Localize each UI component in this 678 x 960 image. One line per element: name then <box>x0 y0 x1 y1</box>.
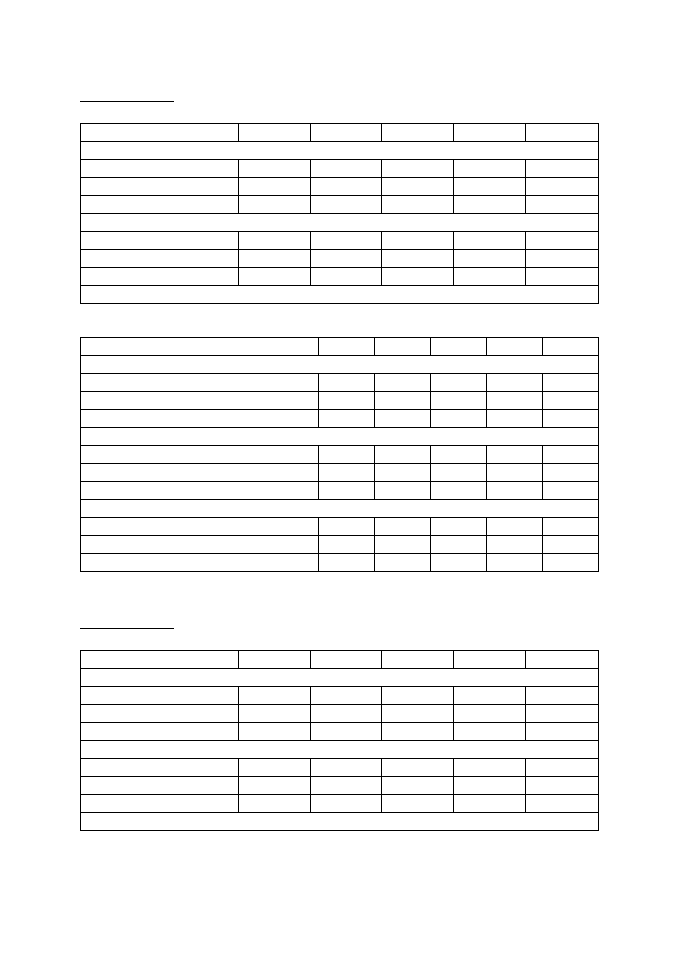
table-cell <box>81 428 599 446</box>
table-cell <box>311 759 382 777</box>
table-cell <box>526 795 599 813</box>
table-cell <box>81 214 599 232</box>
table-cell <box>382 759 454 777</box>
table-cell <box>81 813 599 831</box>
section-heading-underline-1 <box>80 101 174 102</box>
table-cell <box>431 518 487 536</box>
table-cell <box>543 464 599 482</box>
table-row <box>81 160 599 178</box>
table-cell <box>239 160 311 178</box>
table-cell <box>526 250 599 268</box>
table-cell <box>81 356 599 374</box>
table-row <box>81 250 599 268</box>
table-cell <box>319 554 375 572</box>
table-cell <box>454 795 526 813</box>
table-cell <box>81 795 239 813</box>
table-cell <box>487 554 543 572</box>
table-footer-row <box>81 813 599 831</box>
table-cell <box>526 705 599 723</box>
table-cell <box>239 687 311 705</box>
table-cell <box>239 777 311 795</box>
table-cell <box>454 250 526 268</box>
table-cell <box>311 124 382 142</box>
table-cell <box>81 338 319 356</box>
table-row <box>81 723 599 741</box>
table-header-row <box>81 651 599 669</box>
table-cell <box>311 705 382 723</box>
table-row <box>81 410 599 428</box>
table-footer-row <box>81 286 599 304</box>
table-cell <box>311 723 382 741</box>
table-cell <box>81 741 599 759</box>
table-cell <box>526 651 599 669</box>
table-cell <box>311 651 382 669</box>
table-cell <box>239 178 311 196</box>
table-cell <box>454 124 526 142</box>
table-cell <box>81 687 239 705</box>
table-cell <box>431 410 487 428</box>
table-cell <box>375 446 431 464</box>
table-cell <box>454 723 526 741</box>
table-row <box>81 446 599 464</box>
table-cell <box>319 518 375 536</box>
table-cell <box>526 268 599 286</box>
table-2 <box>80 337 599 572</box>
table-cell <box>454 178 526 196</box>
table-row <box>81 759 599 777</box>
table-cell <box>81 178 239 196</box>
table-cell <box>526 178 599 196</box>
table-cell <box>319 338 375 356</box>
table-cell <box>526 687 599 705</box>
table-cell <box>81 500 599 518</box>
table-cell <box>487 338 543 356</box>
table-cell <box>81 124 239 142</box>
table-header-row <box>81 124 599 142</box>
table-cell <box>382 723 454 741</box>
table-cell <box>487 536 543 554</box>
table-row <box>81 232 599 250</box>
table-cell <box>319 392 375 410</box>
table-group-row <box>81 356 599 374</box>
table-cell <box>81 232 239 250</box>
table-cell <box>526 232 599 250</box>
table-cell <box>487 446 543 464</box>
table-cell <box>239 705 311 723</box>
table-cell <box>81 464 319 482</box>
table-cell <box>382 196 454 214</box>
table-1 <box>80 123 599 304</box>
table-row <box>81 178 599 196</box>
table-row <box>81 687 599 705</box>
table-cell <box>382 124 454 142</box>
table-cell <box>543 518 599 536</box>
table-cell <box>81 196 239 214</box>
table-cell <box>81 374 319 392</box>
table-cell <box>526 124 599 142</box>
table-cell <box>431 392 487 410</box>
table-cell <box>543 536 599 554</box>
table-cell <box>487 482 543 500</box>
table-cell <box>375 338 431 356</box>
table-cell <box>239 250 311 268</box>
table-row <box>81 518 599 536</box>
table-cell <box>239 196 311 214</box>
table-cell <box>81 723 239 741</box>
table-cell <box>543 338 599 356</box>
table-cell <box>81 518 319 536</box>
table-cell <box>526 723 599 741</box>
table-cell <box>454 196 526 214</box>
table-cell <box>375 518 431 536</box>
table-cell <box>319 374 375 392</box>
table-cell <box>382 777 454 795</box>
table-cell <box>454 268 526 286</box>
table-cell <box>81 554 319 572</box>
table-cell <box>311 178 382 196</box>
table-cell <box>81 286 599 304</box>
table-cell <box>239 759 311 777</box>
table-cell <box>319 446 375 464</box>
table-cell <box>239 651 311 669</box>
table-3 <box>80 650 599 831</box>
table-cell <box>454 687 526 705</box>
table-cell <box>311 687 382 705</box>
table-row <box>81 795 599 813</box>
table-cell <box>239 124 311 142</box>
table-cell <box>526 777 599 795</box>
table-row <box>81 196 599 214</box>
table-cell <box>543 410 599 428</box>
table-cell <box>431 446 487 464</box>
table-cell <box>319 464 375 482</box>
table-group-row <box>81 214 599 232</box>
table-cell <box>311 196 382 214</box>
table-cell <box>375 374 431 392</box>
table-cell <box>543 392 599 410</box>
table-cell <box>81 446 319 464</box>
table-cell <box>543 446 599 464</box>
table-cell <box>81 250 239 268</box>
table-cell <box>382 268 454 286</box>
table-cell <box>311 160 382 178</box>
table-group-row <box>81 500 599 518</box>
table-row <box>81 554 599 572</box>
table-cell <box>375 536 431 554</box>
table-cell <box>454 759 526 777</box>
section-heading-underline-2 <box>80 628 174 629</box>
table-cell <box>375 464 431 482</box>
table-cell <box>239 795 311 813</box>
table-cell <box>454 705 526 723</box>
table-cell <box>487 374 543 392</box>
table-cell <box>454 777 526 795</box>
table-cell <box>526 160 599 178</box>
table-cell <box>311 777 382 795</box>
table-group-row <box>81 142 599 160</box>
table-row <box>81 482 599 500</box>
table-cell <box>239 723 311 741</box>
table-cell <box>382 795 454 813</box>
table-cell <box>375 554 431 572</box>
table-cell <box>382 687 454 705</box>
table-cell <box>319 482 375 500</box>
table-cell <box>543 374 599 392</box>
table-cell <box>311 795 382 813</box>
table-cell <box>319 410 375 428</box>
table-cell <box>431 482 487 500</box>
table-row <box>81 464 599 482</box>
table-cell <box>487 410 543 428</box>
table-cell <box>375 392 431 410</box>
table-cell <box>526 196 599 214</box>
table-row <box>81 392 599 410</box>
table-cell <box>81 651 239 669</box>
table-cell <box>81 669 599 687</box>
table-cell <box>81 268 239 286</box>
table-cell <box>382 178 454 196</box>
table-cell <box>454 160 526 178</box>
table-cell <box>431 338 487 356</box>
table-cell <box>375 482 431 500</box>
table-cell <box>382 651 454 669</box>
table-cell <box>81 160 239 178</box>
table-cell <box>454 232 526 250</box>
table-cell <box>81 777 239 795</box>
table-cell <box>311 268 382 286</box>
table-cell <box>431 536 487 554</box>
table-cell <box>81 759 239 777</box>
table-cell <box>487 392 543 410</box>
table-cell <box>543 554 599 572</box>
table-cell <box>431 554 487 572</box>
table-cell <box>526 759 599 777</box>
table-cell <box>382 160 454 178</box>
table-cell <box>431 374 487 392</box>
table-cell <box>382 250 454 268</box>
table-row <box>81 374 599 392</box>
table-cell <box>311 232 382 250</box>
table-cell <box>81 142 599 160</box>
table-cell <box>81 410 319 428</box>
table-cell <box>431 464 487 482</box>
table-cell <box>81 536 319 554</box>
table-row <box>81 536 599 554</box>
table-cell <box>487 464 543 482</box>
table-cell <box>81 392 319 410</box>
table-cell <box>382 705 454 723</box>
table-cell <box>543 482 599 500</box>
table-group-row <box>81 741 599 759</box>
table-group-row <box>81 428 599 446</box>
table-cell <box>239 232 311 250</box>
table-row <box>81 268 599 286</box>
table-group-row <box>81 669 599 687</box>
table-header-row <box>81 338 599 356</box>
table-cell <box>81 482 319 500</box>
table-cell <box>375 410 431 428</box>
table-cell <box>454 651 526 669</box>
table-cell <box>487 518 543 536</box>
table-cell <box>319 536 375 554</box>
table-cell <box>311 250 382 268</box>
table-row <box>81 705 599 723</box>
table-cell <box>81 705 239 723</box>
table-cell <box>239 268 311 286</box>
table-cell <box>382 232 454 250</box>
table-row <box>81 777 599 795</box>
